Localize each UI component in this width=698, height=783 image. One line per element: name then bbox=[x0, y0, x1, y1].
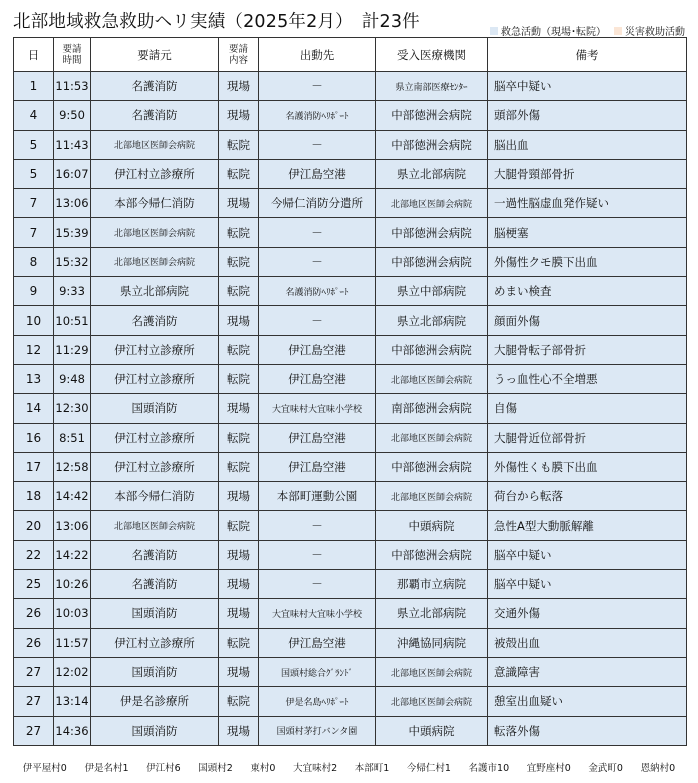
cell-time: 14:22 bbox=[54, 540, 91, 569]
cell-day: 26 bbox=[14, 628, 54, 657]
cell-destination: － bbox=[259, 570, 376, 599]
cell-time: 12:30 bbox=[54, 394, 91, 423]
cell-hospital: 県立北部病院 bbox=[376, 306, 488, 335]
cell-destination: 大宜味村大宜味小学校 bbox=[259, 599, 376, 628]
table-row bbox=[14, 599, 687, 628]
cell-hospital: 県立北部病院 bbox=[376, 159, 488, 188]
cell-destination: － bbox=[259, 130, 376, 159]
cell-requester: 北部地区医師会病院 bbox=[91, 247, 219, 276]
cell-hospital: 中部徳洲会病院 bbox=[376, 247, 488, 276]
cell-time: 14:36 bbox=[54, 716, 91, 745]
cell-day: 22 bbox=[14, 540, 54, 569]
cell-requester: 北部地区医師会病院 bbox=[91, 130, 219, 159]
cell-type: 現場 bbox=[219, 482, 259, 511]
cell-hospital: 北部地区医師会病院 bbox=[376, 189, 488, 218]
cell-hospital: 中頭病院 bbox=[376, 511, 488, 540]
municipality-count: 東村0 bbox=[250, 763, 276, 774]
cell-remark: 脳卒中疑い bbox=[488, 570, 687, 599]
cell-time: 10:51 bbox=[54, 306, 91, 335]
cell-hospital: 中部徳洲会病院 bbox=[376, 218, 488, 247]
cell-remark: めまい検査 bbox=[488, 277, 687, 306]
table-row bbox=[14, 423, 687, 452]
cell-destination: 伊江島空港 bbox=[259, 364, 376, 393]
cell-requester: 本部今帰仁消防 bbox=[91, 189, 219, 218]
table-row bbox=[14, 570, 687, 599]
cell-destination: － bbox=[259, 540, 376, 569]
cell-type: 現場 bbox=[219, 716, 259, 745]
cell-remark: 一過性脳虚血発作疑い bbox=[488, 189, 687, 218]
cell-time: 11:57 bbox=[54, 628, 91, 657]
municipality-count: 伊江村6 bbox=[146, 763, 181, 774]
cell-hospital: 北部地区医師会病院 bbox=[376, 657, 488, 686]
cell-hospital: 沖縄協同病院 bbox=[376, 628, 488, 657]
cell-remark: 脳卒中疑い bbox=[488, 540, 687, 569]
cell-time: 13:06 bbox=[54, 511, 91, 540]
cell-type: 転院 bbox=[219, 423, 259, 452]
cell-destination: 伊江島空港 bbox=[259, 452, 376, 481]
legend-swatch-emergency bbox=[490, 27, 498, 35]
cell-remark: 脳梗塞 bbox=[488, 218, 687, 247]
cell-requester: 北部地区医師会病院 bbox=[91, 218, 219, 247]
cell-requester: 北部地区医師会病院 bbox=[91, 511, 219, 540]
cell-day: 7 bbox=[14, 218, 54, 247]
cell-requester: 伊江村立診療所 bbox=[91, 159, 219, 188]
cell-day: 18 bbox=[14, 482, 54, 511]
cell-requester: 本部今帰仁消防 bbox=[91, 482, 219, 511]
cell-type: 転院 bbox=[219, 335, 259, 364]
cell-hospital: 県立中部病院 bbox=[376, 277, 488, 306]
cell-destination: 伊江島空港 bbox=[259, 423, 376, 452]
cell-type: 転院 bbox=[219, 159, 259, 188]
cell-remark: 急性A型大動脈解離 bbox=[488, 511, 687, 540]
municipality-count: 伊平屋村0 bbox=[22, 763, 67, 774]
cell-destination: － bbox=[259, 306, 376, 335]
cell-remark: 脳卒中疑い bbox=[488, 72, 687, 101]
cell-day: 20 bbox=[14, 511, 54, 540]
table-row bbox=[14, 335, 687, 364]
cell-remark: 転落外傷 bbox=[488, 716, 687, 745]
cell-time: 10:03 bbox=[54, 599, 91, 628]
cell-time: 11:43 bbox=[54, 130, 91, 159]
cell-hospital: 北部地区医師会病院 bbox=[376, 687, 488, 716]
cell-destination: 大宜味村大宜味小学校 bbox=[259, 394, 376, 423]
cell-hospital: 県立北部病院 bbox=[376, 599, 488, 628]
cell-remark: 荷台から転落 bbox=[488, 482, 687, 511]
cell-time: 13:06 bbox=[54, 189, 91, 218]
table-row bbox=[14, 394, 687, 423]
cell-time: 16:07 bbox=[54, 159, 91, 188]
cell-day: 12 bbox=[14, 335, 54, 364]
cell-requester: 伊江村立診療所 bbox=[91, 423, 219, 452]
legend-swatch-disaster bbox=[614, 27, 622, 35]
municipality-count: 本部町1 bbox=[354, 763, 390, 774]
cell-type: 現場 bbox=[219, 306, 259, 335]
cell-hospital: 県立南部医療ｾﾝﾀｰ bbox=[376, 72, 488, 101]
cell-requester: 国頭消防 bbox=[91, 599, 219, 628]
cell-remark: 外傷性くも膜下出血 bbox=[488, 452, 687, 481]
cell-hospital: 中部徳洲会病院 bbox=[376, 101, 488, 130]
cell-hospital: 中頭病院 bbox=[376, 716, 488, 745]
cell-requester: 国頭消防 bbox=[91, 716, 219, 745]
cell-day: 26 bbox=[14, 599, 54, 628]
cell-time: 14:42 bbox=[54, 482, 91, 511]
col-header-remark: 備考 bbox=[488, 38, 687, 72]
cell-type: 転院 bbox=[219, 364, 259, 393]
cell-destination: 今帰仁消防分遣所 bbox=[259, 189, 376, 218]
table-row bbox=[14, 189, 687, 218]
cell-destination: 伊江島空港 bbox=[259, 159, 376, 188]
municipality-count: 国頭村2 bbox=[198, 763, 233, 774]
municipality-count: 宜野座村0 bbox=[526, 763, 571, 774]
cell-destination: － bbox=[259, 218, 376, 247]
table-row bbox=[14, 716, 687, 745]
cell-remark: 外傷性クモ膜下出血 bbox=[488, 247, 687, 276]
cell-requester: 名護消防 bbox=[91, 540, 219, 569]
col-header-day: 日 bbox=[14, 38, 54, 72]
table-row bbox=[14, 628, 687, 657]
cell-hospital: 南部徳洲会病院 bbox=[376, 394, 488, 423]
municipality-count: 恩納村0 bbox=[640, 763, 676, 774]
cell-type: 転院 bbox=[219, 687, 259, 716]
cell-requester: 名護消防 bbox=[91, 570, 219, 599]
cell-requester: 名護消防 bbox=[91, 306, 219, 335]
table-row bbox=[14, 72, 687, 101]
cell-type: 転院 bbox=[219, 277, 259, 306]
legend-label-disaster: 災害救助活動 bbox=[625, 27, 685, 38]
cell-remark: 大腿骨頸部骨折 bbox=[488, 159, 687, 188]
cell-time: 12:02 bbox=[54, 657, 91, 686]
cell-remark: 憩室出血疑い bbox=[488, 687, 687, 716]
cell-remark: 脳出血 bbox=[488, 130, 687, 159]
table-row bbox=[14, 218, 687, 247]
cell-hospital: 中部徳洲会病院 bbox=[376, 540, 488, 569]
municipality-count: 大宜味村2 bbox=[293, 763, 338, 774]
legend bbox=[490, 23, 693, 38]
cell-destination: － bbox=[259, 72, 376, 101]
cell-day: 17 bbox=[14, 452, 54, 481]
cell-destination: 本部町運動公園 bbox=[259, 482, 376, 511]
cell-time: 15:39 bbox=[54, 218, 91, 247]
table-row bbox=[14, 511, 687, 540]
cell-time: 9:50 bbox=[54, 101, 91, 130]
col-header-requester: 要請元 bbox=[91, 38, 219, 72]
cell-day: 4 bbox=[14, 101, 54, 130]
table-row bbox=[14, 687, 687, 716]
cell-requester: 国頭消防 bbox=[91, 657, 219, 686]
cell-type: 転院 bbox=[219, 628, 259, 657]
cell-requester: 伊江村立診療所 bbox=[91, 628, 219, 657]
cell-day: 9 bbox=[14, 277, 54, 306]
cell-hospital: 北部地区医師会病院 bbox=[376, 482, 488, 511]
cell-remark: 大腿骨近位部骨折 bbox=[488, 423, 687, 452]
cell-type: 現場 bbox=[219, 657, 259, 686]
table-row bbox=[14, 452, 687, 481]
table-row bbox=[14, 306, 687, 335]
cell-requester: 国頭消防 bbox=[91, 394, 219, 423]
cell-day: 13 bbox=[14, 364, 54, 393]
cell-destination: － bbox=[259, 511, 376, 540]
cell-day: 10 bbox=[14, 306, 54, 335]
cell-destination: 国頭村総合ｸﾞﾗﾝﾄﾞ bbox=[259, 657, 376, 686]
cell-time: 8:51 bbox=[54, 423, 91, 452]
cell-hospital: 北部地区医師会病院 bbox=[376, 364, 488, 393]
cell-day: 27 bbox=[14, 716, 54, 745]
cell-hospital: 那覇市立病院 bbox=[376, 570, 488, 599]
cell-day: 5 bbox=[14, 159, 54, 188]
cell-type: 転院 bbox=[219, 247, 259, 276]
cell-time: 13:14 bbox=[54, 687, 91, 716]
cell-destination: 伊是名島ﾍﾘﾎﾟｰﾄ bbox=[259, 687, 376, 716]
cell-time: 11:53 bbox=[54, 72, 91, 101]
cell-time: 9:48 bbox=[54, 364, 91, 393]
table-row bbox=[14, 130, 687, 159]
table-row bbox=[14, 277, 687, 306]
table-row bbox=[14, 101, 687, 130]
col-header-destination: 出動先 bbox=[259, 38, 376, 72]
cell-type: 現場 bbox=[219, 570, 259, 599]
cell-requester: 伊江村立診療所 bbox=[91, 364, 219, 393]
cell-time: 15:32 bbox=[54, 247, 91, 276]
table-row bbox=[14, 159, 687, 188]
cell-day: 7 bbox=[14, 189, 54, 218]
header bbox=[13, 6, 693, 36]
cell-day: 8 bbox=[14, 247, 54, 276]
cell-destination: 伊江島空港 bbox=[259, 628, 376, 657]
cell-remark: 自傷 bbox=[488, 394, 687, 423]
cell-time: 9:33 bbox=[54, 277, 91, 306]
cell-requester: 名護消防 bbox=[91, 101, 219, 130]
cell-time: 10:26 bbox=[54, 570, 91, 599]
cell-requester: 伊江村立診療所 bbox=[91, 452, 219, 481]
municipality-count: 今帰仁村1 bbox=[406, 763, 451, 774]
col-header-type: 要請 内容 bbox=[219, 38, 259, 72]
cell-destination: 名護消防ﾍﾘﾎﾟｰﾄ bbox=[259, 277, 376, 306]
cell-type: 現場 bbox=[219, 540, 259, 569]
cell-remark: 顔面外傷 bbox=[488, 306, 687, 335]
table-row bbox=[14, 657, 687, 686]
page-title: 北部地域救急救助ヘリ実績（2025年2月） 計23件 bbox=[13, 12, 420, 32]
cell-type: 現場 bbox=[219, 101, 259, 130]
cell-requester: 伊江村立診療所 bbox=[91, 335, 219, 364]
cell-day: 25 bbox=[14, 570, 54, 599]
cell-type: 転院 bbox=[219, 511, 259, 540]
cell-type: 現場 bbox=[219, 394, 259, 423]
municipality-counts bbox=[0, 760, 698, 774]
table-row bbox=[14, 364, 687, 393]
cell-remark: 頭部外傷 bbox=[488, 101, 687, 130]
cell-hospital: 中部徳洲会病院 bbox=[376, 335, 488, 364]
cell-time: 11:29 bbox=[54, 335, 91, 364]
cell-remark: 大腿骨転子部骨折 bbox=[488, 335, 687, 364]
cell-time: 12:58 bbox=[54, 452, 91, 481]
municipality-count: 名護市10 bbox=[468, 763, 510, 774]
cell-hospital: 北部地区医師会病院 bbox=[376, 423, 488, 452]
municipality-count: 金武町0 bbox=[588, 763, 623, 774]
col-header-hospital: 受入医療機関 bbox=[376, 38, 488, 72]
table-row bbox=[14, 247, 687, 276]
cell-remark: 被殻出血 bbox=[488, 628, 687, 657]
cell-day: 27 bbox=[14, 657, 54, 686]
cell-day: 5 bbox=[14, 130, 54, 159]
col-header-time: 要請 時間 bbox=[54, 38, 91, 72]
cell-hospital: 中部徳洲会病院 bbox=[376, 130, 488, 159]
cell-day: 16 bbox=[14, 423, 54, 452]
dispatch-table bbox=[13, 37, 687, 746]
cell-remark: うっ血性心不全増悪 bbox=[488, 364, 687, 393]
cell-requester: 県立北部病院 bbox=[91, 277, 219, 306]
cell-type: 現場 bbox=[219, 189, 259, 218]
cell-type: 転院 bbox=[219, 452, 259, 481]
header-row bbox=[14, 38, 687, 72]
cell-remark: 意識障害 bbox=[488, 657, 687, 686]
table-row bbox=[14, 482, 687, 511]
cell-day: 1 bbox=[14, 72, 54, 101]
cell-type: 現場 bbox=[219, 72, 259, 101]
cell-destination: 伊江島空港 bbox=[259, 335, 376, 364]
cell-hospital: 中部徳洲会病院 bbox=[376, 452, 488, 481]
cell-destination: 国頭村茅打バンタ園 bbox=[259, 716, 376, 745]
cell-requester: 名護消防 bbox=[91, 72, 219, 101]
cell-type: 現場 bbox=[219, 599, 259, 628]
cell-destination: 名護消防ﾍﾘﾎﾟｰﾄ bbox=[259, 101, 376, 130]
cell-type: 転院 bbox=[219, 130, 259, 159]
table-row bbox=[14, 540, 687, 569]
cell-day: 27 bbox=[14, 687, 54, 716]
cell-requester: 伊是名診療所 bbox=[91, 687, 219, 716]
municipality-count: 伊是名村1 bbox=[84, 763, 129, 774]
cell-type: 転院 bbox=[219, 218, 259, 247]
legend-label-emergency: 救急活動（現場･転院） bbox=[501, 27, 606, 38]
cell-remark: 交通外傷 bbox=[488, 599, 687, 628]
cell-destination: － bbox=[259, 247, 376, 276]
cell-day: 14 bbox=[14, 394, 54, 423]
